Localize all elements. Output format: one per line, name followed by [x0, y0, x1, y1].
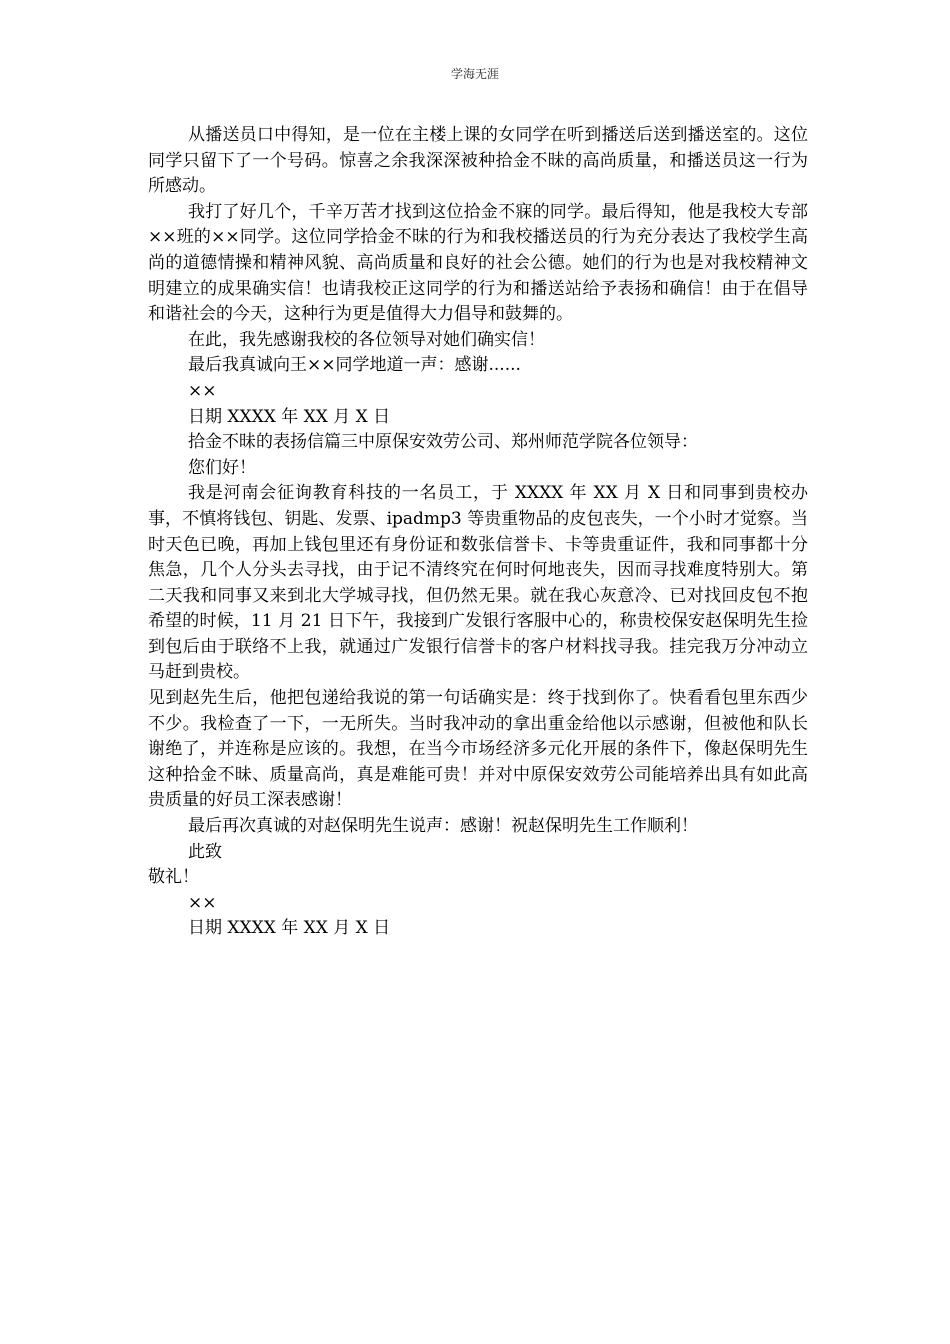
greeting: 您们好！ — [188, 457, 256, 478]
closing: 此致 — [188, 841, 222, 862]
letter-heading: 拾金不昧的表扬信篇三中原保安效劳公司、郑州师范学院各位领导： — [188, 432, 698, 453]
signature-name: ×× — [188, 892, 217, 913]
paragraph: 从播送员口中得知，是一位在主楼上课的女同学在听到播送后送到播送室的。这位同学只留下了一个号码。惊喜之余我深深被种拾金不昧的高尚质量，和播送员这一行为所感动。 — [148, 125, 808, 197]
document-body — [148, 123, 808, 942]
signature-date: 日期 XXXX 年 XX 月 X 日 — [188, 918, 391, 939]
signature-name: ×× — [188, 380, 217, 401]
paragraph: 最后再次真诚的对赵保明先生说声：感谢！祝赵保明先生工作顺利！ — [188, 816, 698, 837]
signature-date: 日期 XXXX 年 XX 月 X 日 — [188, 406, 391, 427]
paragraph: 我是河南会征询教育科技的一名员工，于 XXXX 年 XX 月 X 日和同事到贵校办事，不慎将钱包、钥匙、发票、ipadmp3 等贵重物品的皮包丧失，一个小时才觉察。当时天色已晚，再加上钱包里还有身份证和数张信誉卡、卡等贵重证件，我和同事都十分焦急，几个人分头去寻找，由于记不清终究在何时何地丧失，因而寻找难度特别大。第二天我和同事又来到北大学城寻找，但仍然无果。就在我心灰意冷、已对找回皮包不抱希望的时候，11 月 21 日下午，我接到广发银行客服中心的，称贵校保安赵保明先生捡到包后由于联络不上我，就通过广发银行信誉卡的客户材料找寻我。挂完我万分冲动立马赶到贵校。 — [148, 483, 808, 683]
salutation: 敬礼！ — [148, 867, 199, 888]
page-header: 学海无涯 — [450, 67, 499, 81]
paragraph: 见到赵先生后，他把包递给我说的第一句话确实是：终于找到你了。快看看包里东西少不少。我检查了一下，一无所失。当时我冲动的拿出重金给他以示感谢，但被他和队长谢绝了，并连称是应该的。我想，在当今市场经济多元化开展的条件下，像赵保明先生这种拾金不昧、质量高尚，真是难能可贵！并对中原保安效劳公司能培养出具有如此高贵质量的好员工深表感谢！ — [148, 688, 808, 811]
paragraph: 我打了好几个，千辛万苦才找到这位拾金不寐的同学。最后得知，他是我校大专部××班的××同学。这位同学拾金不昧的行为和我校播送员的行为充分表达了我校学生高尚的道德情操和精神风貌、高尚质量和良好的社会公德。她们的行为也是对我校精神文明建立的成果确实信！也请我校正这同学的行为和播送站给予表扬和确信！由于在倡导和谐社会的今天，这种行为更是值得大力倡导和鼓舞的。 — [148, 201, 808, 325]
paragraph: 在此，我先感谢我校的各位领导对她们确实信！ — [188, 329, 545, 350]
paragraph: 最后我真诚向王××同学地道一声：感谢...... — [188, 355, 521, 376]
